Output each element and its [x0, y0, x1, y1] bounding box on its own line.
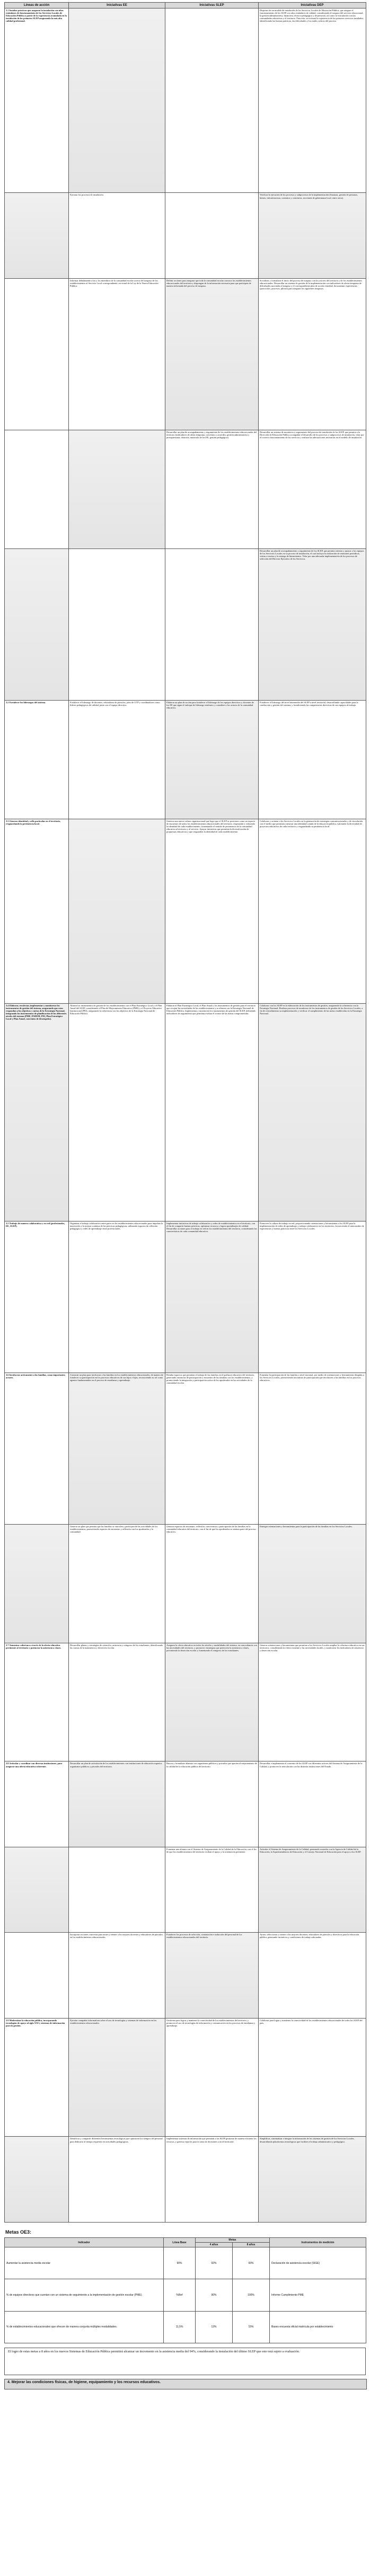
slep-cell: Fomentar una alianza con el Sistema de Aseguramiento de la Calidad de la Educación, con el fin de que los establecimientos del territorio reciban el apoyo y la orientación pertinente. — [165, 1847, 259, 1932]
metas-base-cell: 11,5% — [164, 2311, 196, 2343]
slep-cell: Generar una nueva cultura organizacional que logre que el SLEP se posicione como un espacio de encuentro de todos los establecimientos educacionales del territorio, respetando y valorando la identidad de cada establecimiento, fomentando el sentido de pertenencia de la comunidad educativa al territorio y al servicio. Apoyar iniciativas que permitan la diversificación de propuestas educativas y que resguarden la identidad de cada establecimiento. — [165, 819, 259, 1003]
metas-header-row — [5, 2238, 366, 2243]
linea-cell: 3.5 Trabajo de manera colaborativa y en red (profesionales, EE, SLEP). — [5, 1221, 69, 1373]
linea-cell — [5, 1933, 69, 2018]
metas-8-anos-cell: 93% — [233, 2247, 270, 2279]
linea-cell: 3.8 Articular y coordinar con diversas instituciones, para asegurar una oferta educativa coherente. — [5, 1761, 69, 1847]
linea-cell: 3.9 Modernizar la educación pública, incorporando tecnologías de apoyo al siglo XXI y sistemas de información para la gestión. — [5, 2018, 69, 2137]
page-bottom-margin — [4, 2390, 366, 2570]
metas-table — [4, 2237, 366, 2343]
ee-cell: Desarrollar un plan de articulación de los establecimientos con instituciones de educación superior, organismos públicos y privados del territorio. — [69, 1761, 165, 1847]
strategy-table-row — [5, 548, 366, 700]
dep-cell: Verificar la ejecución de los procesos y subprocesos de la implementación (finanzas, gestión de personas, bienes, infraestructura, contratos y convenios, secretaría de gobernanza local, entre otros). — [259, 193, 366, 278]
strategy-table-row — [5, 1847, 366, 1932]
linea-cell: 3.7 Aumentar cobertura a través de la oferta educativa pertinente al territorio y potenciar la asistencia a clases. — [5, 1643, 69, 1761]
metas-table-row — [5, 2279, 366, 2311]
metas-header-instrumentos: Instrumentos de medición — [270, 2238, 366, 2247]
ee-cell: Informar debidamente a las y los miembros de la comunidad escolar acerca del traspaso de los establecimientos al Servicio Local correspondiente, en virtud de la Ley de la Nueva Educación Pública. — [69, 278, 165, 430]
linea-cell: 3.6 Involucrar activamente a las familias, como importantes actores. — [5, 1373, 69, 1524]
metas-instrumento-cell: Declaración de asistencia escolar (SIGE) — [270, 2247, 366, 2279]
metas-header-4-anos: 4 años — [196, 2243, 233, 2247]
slep-cell: Asegurar la oferta educativa en todos los niveles y modalidades del sistema, en concordancia con las necesidades del territorio, y promover estrategias que potencien la asistencia a clases, previniendo la deserción escolar y fomentando el reingreso de los estudiantes. — [165, 1643, 259, 1761]
linea-cell: 3.4 Elaborar, recolectar, implementar y monitorear los instrumentos de gestión del sistema, asegurando que estos respondan a los objetivos y metas de la Estrategia Nacional, integrando los instrumentos de planificación de los diferentes niveles del sistema (PME, PADEM, PEI, Plan Estratégico Local y Plan Anual, convenios de desempeño). — [5, 1004, 69, 1221]
metas-header-linea-base: Línea Base — [164, 2238, 196, 2247]
strategy-table-row — [5, 1761, 366, 1847]
slep-cell — [165, 548, 259, 700]
linea-cell — [5, 193, 69, 278]
dep-cell: Colaborar para lograr y mantener la conectividad de los establecimientos educacionales de todos los SLEP del país. — [259, 2018, 366, 2137]
linea-cell: 3.2 Fortalecer los liderazgos del sistema. — [5, 700, 69, 819]
metas-header-metas: Metas — [196, 2238, 270, 2243]
metas-title: Metas OE3: — [5, 2229, 32, 2235]
dep-cell: Promover la cultura de trabajo en red, proporcionando orientaciones y herramientas a los SLEP para la implementación de redes de aprendizaje y trabajo colaborativo en los territorios, favoreciendo el intercambio de experiencias y buenas prácticas entre los Servicios Locales. — [259, 1221, 366, 1373]
metas-indicador-cell: % de establecimientos educacionales que ofrecen de manera conjunta múltiples modalidades. — [5, 2311, 164, 2343]
dep-cell: Fomentar la participación de las familias a nivel nacional, por medio de orientaciones y herramientas dirigidas a los Servicios Locales, promoviendo iniciativas de participación que involucren a las familias en los procesos educativos. — [259, 1373, 366, 1524]
strategy-table-row — [5, 8, 366, 193]
strategy-table-header — [5, 3, 366, 8]
header-slep: Iniciativas SLEP — [165, 3, 259, 8]
ee-cell — [69, 548, 165, 700]
slep-cell: Gestionar para lograr y mantener la conectividad de los establecimientos del territorio, y promover el uso de tecnologías de información y comunicación en los procesos de enseñanza y aprendizaje. — [165, 2018, 259, 2137]
ee-cell: Fortalecer el liderazgo de docentes, educadoras de párvulos, jefes de UTP y coordinadores como líderes pedagógicos de calidad, junto con el equipo directivo. — [69, 700, 165, 819]
linea-cell — [5, 1847, 69, 1932]
slep-cell — [165, 193, 259, 278]
linea-cell — [5, 278, 69, 430]
section-heading-4: 4. Mejorar las condiciones físicas, de higiene, equipamiento y los recursos educativos. — [4, 2379, 367, 2389]
ee-cell — [69, 819, 165, 1003]
ee-cell — [69, 1847, 165, 1932]
strategy-table-row — [5, 1004, 366, 1221]
dep-cell: Desarrollar un sistema de monitoreo y seguimiento del proceso de instalación de los SLEP, que permita a la Dirección de Educación Pública acompañar el desarrollo de los procesos y subprocesos de instalación, velar por el correcto funcionamiento de los servicios y realizar las adecuaciones necesarias en el modelo de instalación. — [259, 430, 366, 548]
metas-indicador-cell: Aumentar la asistencia media escolar — [5, 2247, 164, 2279]
strategy-table-row — [5, 278, 366, 430]
linea-cell: 3.1 Instalar prácticas que aseguren la instalación con altos estándares de funcionamiento de los Servicios Locales de Educación Pública a partir de la experiencia acumulada en la instalación de los primeros SLEP asegurando la más alta calidad profesional. — [5, 8, 69, 193]
slep-cell: Elaborar un plan de acción para fortalecer el liderazgo de los equipos directivos y docentes de los EE que sigan el enfoque de liderazgo sistémico y considere a los actores de la comunidad educativa. — [165, 700, 259, 819]
ee-cell: Ejecutar los procesos de instalación. — [69, 193, 165, 278]
strategy-table-row — [5, 193, 366, 278]
metas-4-anos-cell: 13% — [196, 2311, 233, 2343]
metas-8-anos-cell: 15% — [233, 2311, 270, 2343]
metas-instrumento-cell: Bases encuesta oficial matrícula por establecimiento — [270, 2311, 366, 2343]
dep-cell: Entregar orientaciones y herramientas para la participación de las familias en los Servicios Locales. — [259, 1524, 366, 1643]
strategy-table-row — [5, 1373, 366, 1524]
ee-cell — [69, 8, 165, 193]
slep-cell: Desarrollar un plan de acompañamiento y seguimiento de los establecimientos educacionales del territorio (indicadores de alerta temprana, convenios y acuerdos, gestión administrativa y presupuestaria, dotación, matrícula de los EE, gestión pedagógica). — [165, 430, 259, 548]
slep-cell: Generar espacios de encuentro, reflexión, convivencia y participación de las familias en la comunidad educativa del territorio, con el fin de que los apoderados se sientan parte del proceso educativo. — [165, 1524, 259, 1643]
metas-base-cell: %Ref — [164, 2279, 196, 2311]
dep-cell: Atraer, seleccionar y retener a los mejores docentes, educadores de párvulos y directivos para la educación pública, generando incentivos y condiciones de trabajo adecuadas. — [259, 1933, 366, 2018]
metas-4-anos-cell: 90% — [196, 2279, 233, 2311]
ee-cell: Generar un plan que permita que las familias se vinculen y participen de las actividades de los establecimientos, promoviendo espacios de encuentro y reflexión con los apoderados y la comunidad. — [69, 1524, 165, 1643]
ee-cell: Alinear los instrumentos de gestión de los establecimientos con el Plan Estratégico Local y el Plan Anual del SLEP, considerando el Plan de Mejoramiento Educativo (PME) y el Proyecto Educativo Institucional (PEI), asegurando la coherencia con los objetivos de la Estrategia Nacional de Educación Pública. — [69, 1004, 165, 1221]
strategy-table-row — [5, 430, 366, 548]
dep-cell: Colaborar con los SLEP en la elaboración de los instrumentos de gestión, asegurando la coherencia con la Estrategia Nacional. Realizar procesos de monitoreo de los instrumentos de gestión de los Servicios Locales, a fin de retroalimentar su implementación y verificar el cumplimiento de las metas establecidas en la Estrategia Nacional. — [259, 1004, 366, 1221]
strategy-table-row — [5, 700, 366, 819]
metas-table-body — [5, 2247, 366, 2343]
ee-cell: Identificar y compartir diferentes herramientas tecnológicas que optimicen los tiempos del personal para dedicarse al tiempo requerido en actividades pedagógicas. — [69, 2137, 165, 2223]
ee-cell: Desarrollar planes y estrategias de retención, asistencia y reingreso de los estudiantes, identificando las causas de la inasistencia y deserción escolar. — [69, 1643, 165, 1761]
ee-cell: Construir un plan para involucrar a las familias en los establecimientos educacionales, de manera de fortalecer su participación en los procesos educativos de sus hijos e hijas, reconociendo su rol como agentes fundamentales en el proceso de enseñanza y aprendizaje. — [69, 1373, 165, 1524]
header-lineas: Líneas de acción — [5, 3, 69, 8]
header-dep: Iniciativas DEP — [259, 3, 366, 8]
strategy-table-row — [5, 2018, 366, 2137]
metas-indicador-cell: % de equipos directivos que cuentan con un sistema de seguimiento a la implementación de gestión escolar (PME). — [5, 2279, 164, 2311]
dep-cell: Desarrollar e implementar el convenio de los SLEP con diferentes actores del Sistema de Aseguramiento de la Calidad, y promover la articulación con las distintas instituciones del Estado. — [259, 1761, 366, 1847]
slep-cell: Definir acciones para asegurar que toda la comunidad escolar conozca los establecimientos educacionales del territorio y dispongan de la información necesaria para que participen de manera informada del proceso de traspaso. — [165, 278, 259, 430]
linea-cell — [5, 430, 69, 548]
ee-cell — [69, 430, 165, 548]
dep-cell: Socializar y formalizar el inicio del proceso de traspaso con los actores del territorio y de los establecimientos educacionales. Desarrollar un sistema de gestión de la implementación con indicadores de alerta temprana de dificultades asociadas al traspaso y el correspondiente plan de acción remedial, documentar experiencias (protocolos, procesos, pilotos) para asegurar los siguientes traspasos. — [259, 278, 366, 430]
metas-instrumento-cell: Informe Cumplimiento PME — [270, 2279, 366, 2311]
slep-cell: Implementar sistemas de información que permitan a los SLEP gestionar de manera eficiente los recursos, y generar reportes para la toma de decisiones a nivel territorial. — [165, 2137, 259, 2223]
metas-table-row — [5, 2311, 366, 2343]
dep-cell: Simplificar, sistematizar e integrar la información de los sistemas de gestión de los Servicios Locales, desarrollando plataformas tecnológicas que faciliten el trabajo administrativo y pedagógico. — [259, 2137, 366, 2223]
linea-cell — [5, 548, 69, 700]
ee-cell: Organizar el trabajo colaborativo entre pares en los establecimientos educacionales para impulsar la innovación y la mejora continua de las prácticas pedagógicas, utilizando espacios de reflexión pedagógica y redes de aprendizaje entre profesionales. — [69, 1221, 165, 1373]
slep-cell: Elaborar el Plan Estratégico Local, el Plan Anual y los instrumentos de gestión para el territorio que recojan las necesidades de los establecimientos y se alineen con la Estrategia Nacional de Educación Pública. Implementar y monitorear los instrumentos de gestión del SLEP, definiendo indicadores de seguimiento que permitan evaluar el avance de las metas comprometidas. — [165, 1004, 259, 1221]
metas-4-anos-cell: 92% — [196, 2247, 233, 2279]
dep-cell: Articular el Sistema de Aseguramiento de la Calidad, generando acuerdos con la Agencia de Calidad de la Educación, la Superintendencia de Educación y el Consejo Nacional de Educación para el apoyo a los SLEP. — [259, 1847, 366, 1932]
dep-cell: Generar orientaciones y herramientas que permitan a los Servicios Locales ampliar la cobertura educativa en sus territorios, considerando la oferta existente y las necesidades locales, y monitorear los indicadores de asistencia y deserción escolar. — [259, 1643, 366, 1761]
strategy-table-row — [5, 1643, 366, 1761]
strategy-table-wrapper — [4, 2, 366, 2223]
slep-cell: Implementar iniciativas de trabajo colaborativo y redes de establecimientos en el territorio, con el fin de compartir buenas prácticas, optimizar recursos y lograr aprendizajes de calidad. Desarrollar acciones para el trabajo en red en los establecimientos del territorio, considerando las características de cada comunidad educativa. — [165, 1221, 259, 1373]
strategy-table-row — [5, 1933, 366, 2018]
header-ee: Iniciativas EE — [69, 3, 165, 8]
slep-cell: Buscar y formalizar alianzas con organismos públicos y privados que aporten al mejoramiento de la calidad de la educación pública del territorio. — [165, 1761, 259, 1847]
metas-header-indicador: Indicador — [5, 2238, 164, 2247]
slep-cell: Brindar espacios que permitan el trabajo de las familias en el quehacer educativo del territorio, generando instancias de participación y encuentro de las familias con los establecimientos, y promoviendo la integración y participación activa de los apoderados en las actividades de la comunidad escolar. — [165, 1373, 259, 1524]
linea-cell — [5, 1524, 69, 1643]
metas-header-8-anos: 8 años — [233, 2243, 270, 2247]
strategy-table-row — [5, 1524, 366, 1643]
ee-cell: Ejecutar campañas informativas sobre el uso de tecnologías y sistemas de información en los establecimientos educacionales. — [69, 2018, 165, 2137]
metas-table-wrapper — [4, 2237, 366, 2343]
strategy-table-row — [5, 819, 366, 1003]
linea-cell — [5, 2137, 69, 2223]
dep-cell: Desarrollar un plan de acompañamiento y seguimiento de los SLEP, que permita orientar y apoyar a los equipos de los Servicios Locales en su proceso de instalación, el cual incluya la realización de reuniones periódicas, visitas a terreno y la entrega de lineamientos. Velar por una adecuada implementación de los procesos de selección del Director Ejecutivo de los Servicios. — [259, 548, 366, 700]
metas-base-cell: 90% — [164, 2247, 196, 2279]
linea-cell: 3.3 Generar identidad y sello particular en el territorio, resguardando la pertinencia local. — [5, 819, 69, 1003]
dep-cell: Colaborar y orientar a los Servicios Locales en la generación de estrategias comunicacionales y de vinculación con el medio que permitan construir una identidad común de la educación pública, valorando la diversidad de proyectos educativos de cada territorio y resguardando su pertinencia local. — [259, 819, 366, 1003]
strategy-table-row — [5, 1221, 366, 1373]
dep-cell: Fortalecer el liderazgo del nivel intermedio del SLEP a nivel territorial, desarrollando capacidades para la conducción y gestión del sistema, y fortaleciendo las competencias directivas de sus equipos de trabajo. — [259, 700, 366, 819]
metas-table-row — [5, 2247, 366, 2279]
ee-cell: Incorporar acciones concretas para atraer y retener a los mejores docentes y educadores de párvulos en los establecimientos educacionales. — [69, 1933, 165, 2018]
strategy-table-row — [5, 2137, 366, 2223]
strategy-table-body — [5, 8, 366, 2223]
slep-cell — [165, 8, 259, 193]
metas-8-anos-cell: 100% — [233, 2279, 270, 2311]
metas-note: El logro de estas metas a 8 años en los nuevos Sistemas de Educación Pública permitirá alcanzar un incremento en la asistencia media del 94%, considerando la instalación del último SLEP que este está sujeto a evaluación. — [4, 2348, 366, 2375]
slep-cell: Fortalecer los procesos de selección, contratación e inducción del personal de los establecimientos educacionales del territorio. — [165, 1933, 259, 2018]
strategy-table — [4, 2, 366, 2223]
dep-cell: Disponer de un modelo de instalación de los Servicios Locales de Educación Pública, que asegure el funcionamiento de los SLEP con altos estándares de calidad, considerando el traspaso del servicio educacional, la gestión administrativa, financiera, técnico-pedagógica y de personal, así como la vinculación con las comunidades educativas y el territorio. Para esto, se revisará la experiencia de los primeros servicios instalados, identificando las buenas prácticas, las dificultades y los nudos críticos del proceso. — [259, 8, 366, 193]
